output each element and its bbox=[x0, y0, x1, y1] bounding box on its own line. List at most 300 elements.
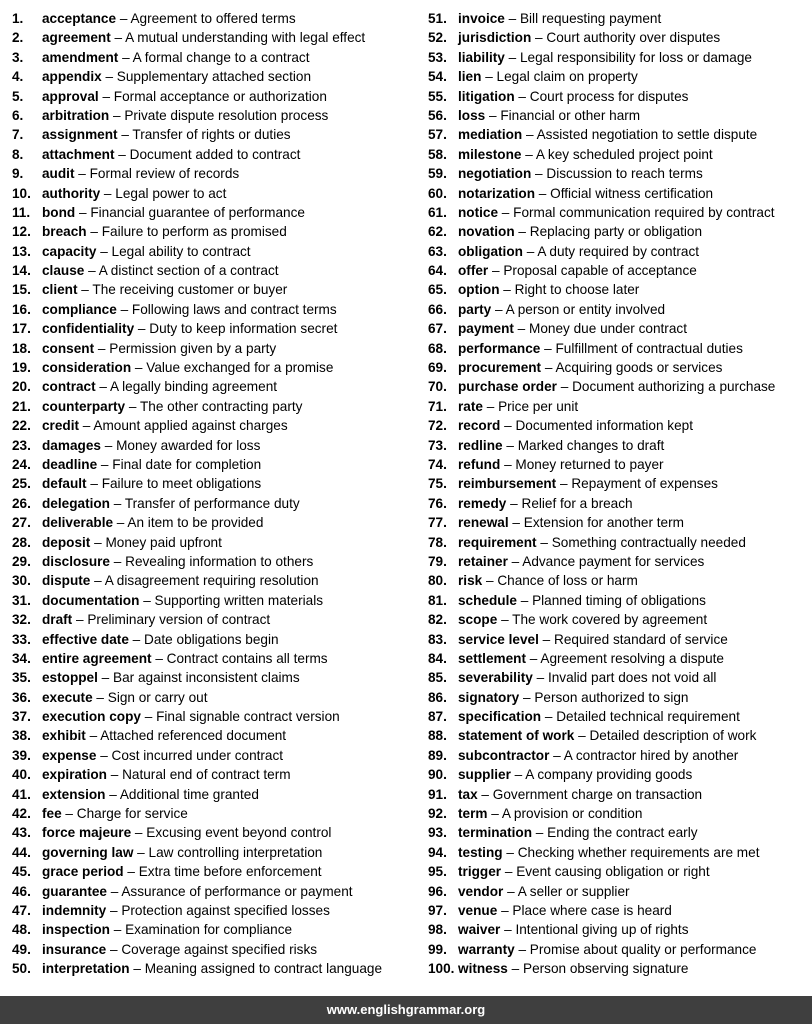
glossary-entry bbox=[12, 416, 414, 435]
entry-number: 11. bbox=[12, 204, 31, 220]
glossary-entry bbox=[428, 28, 812, 47]
entry-separator: – bbox=[506, 495, 522, 511]
entry-definition: Extra time before enforcement bbox=[138, 864, 322, 880]
entry-term: execute bbox=[42, 689, 93, 705]
glossary-entry bbox=[428, 106, 812, 125]
entry-definition: Person authorized to sign bbox=[534, 689, 689, 705]
entry-number: 45. bbox=[12, 864, 31, 880]
entry-definition: Contract contains all terms bbox=[166, 650, 328, 666]
entry-term: vendor bbox=[458, 883, 504, 899]
entry-separator: – bbox=[504, 49, 520, 65]
entry-term: retainer bbox=[458, 553, 508, 569]
entry-separator: – bbox=[106, 883, 122, 899]
entry-separator: – bbox=[84, 263, 99, 279]
entry-definition: Invalid part does not void all bbox=[547, 670, 717, 686]
entry-separator: – bbox=[61, 806, 77, 822]
entry-number: 97. bbox=[428, 902, 447, 918]
glossary-entry bbox=[428, 533, 812, 552]
entry-definition: Private dispute resolution process bbox=[124, 107, 329, 123]
entry-definition: Place where case is heard bbox=[512, 902, 672, 918]
entry-term: obligation bbox=[458, 243, 523, 259]
entry-term: execution copy bbox=[42, 709, 141, 725]
entry-number: 46. bbox=[12, 883, 31, 899]
entry-number: 94. bbox=[428, 844, 447, 860]
entry-definition: A company providing goods bbox=[525, 767, 693, 783]
entry-definition: Revealing information to others bbox=[125, 553, 314, 569]
entry-term: grace period bbox=[42, 864, 124, 880]
entry-number: 55. bbox=[428, 88, 447, 104]
entry-term: novation bbox=[458, 224, 515, 240]
entry-term: confidentiality bbox=[42, 321, 135, 337]
glossary-entry bbox=[428, 668, 812, 687]
entry-definition: Failure to perform as promised bbox=[101, 224, 287, 240]
glossary-entry bbox=[428, 785, 812, 804]
entry-definition: Court authority over disputes bbox=[546, 30, 721, 46]
entry-number: 51. bbox=[428, 11, 447, 26]
entry-separator: – bbox=[532, 825, 548, 841]
entry-term: inspection bbox=[42, 922, 110, 938]
entry-number: 53. bbox=[428, 49, 447, 65]
entry-term: requirement bbox=[458, 534, 537, 550]
entry-number: 84. bbox=[428, 650, 447, 666]
entry-separator: – bbox=[118, 49, 133, 65]
entry-term: damages bbox=[42, 437, 101, 453]
entry-number: 44. bbox=[12, 844, 31, 860]
entry-number: 8. bbox=[12, 146, 24, 162]
entry-definition: Agreement resolving a dispute bbox=[540, 650, 724, 666]
entry-term: acceptance bbox=[42, 11, 117, 26]
glossary-entry bbox=[12, 552, 414, 571]
glossary-entry bbox=[12, 87, 414, 106]
entry-term: specification bbox=[458, 709, 542, 725]
entry-term: fee bbox=[42, 806, 62, 822]
glossary-entry bbox=[12, 67, 414, 86]
entry-term: estoppel bbox=[42, 670, 98, 686]
entry-term: insurance bbox=[42, 941, 107, 957]
entry-definition: Discussion to reach terms bbox=[546, 166, 703, 182]
entry-term: waiver bbox=[458, 922, 501, 938]
entry-separator: – bbox=[531, 166, 547, 182]
entry-term: approval bbox=[42, 88, 99, 104]
glossary-entry bbox=[428, 436, 812, 455]
entry-number: 92. bbox=[428, 806, 447, 822]
entry-term: term bbox=[458, 806, 488, 822]
entry-definition: Financial or other harm bbox=[500, 107, 641, 123]
entry-separator: – bbox=[510, 767, 526, 783]
entry-separator: – bbox=[491, 301, 506, 317]
glossary-entry bbox=[428, 688, 812, 707]
glossary-entry bbox=[428, 940, 812, 959]
entry-separator: – bbox=[549, 747, 564, 763]
glossary-entry bbox=[12, 649, 414, 668]
entry-definition: Documented information kept bbox=[515, 418, 694, 434]
entry-term: purchase order bbox=[458, 379, 557, 395]
entry-definition: Promise about quality or performance bbox=[529, 941, 757, 957]
entry-definition: Transfer of rights or duties bbox=[132, 127, 291, 143]
glossary-entry bbox=[12, 668, 414, 687]
entry-term: service level bbox=[458, 631, 539, 647]
entry-separator: – bbox=[481, 69, 497, 85]
entry-definition: Government charge on transaction bbox=[492, 786, 703, 802]
glossary-entry bbox=[12, 591, 414, 610]
entry-separator: – bbox=[502, 844, 518, 860]
entry-definition: Ending the contract early bbox=[547, 825, 698, 841]
glossary-entry bbox=[428, 222, 812, 241]
entry-separator: – bbox=[109, 107, 125, 123]
entry-term: deadline bbox=[42, 456, 98, 472]
entry-separator: – bbox=[116, 11, 131, 26]
entry-term: termination bbox=[458, 825, 533, 841]
glossary-entry bbox=[428, 630, 812, 649]
entry-separator: – bbox=[86, 476, 102, 492]
entry-separator: – bbox=[96, 747, 112, 763]
entry-definition: Fulfillment of contractual duties bbox=[555, 340, 743, 356]
entry-term: statement of work bbox=[458, 728, 575, 744]
entry-separator: – bbox=[131, 825, 147, 841]
entry-term: consent bbox=[42, 340, 95, 356]
entry-number: 43. bbox=[12, 825, 31, 841]
glossary-entry bbox=[12, 785, 414, 804]
entry-definition: Legal claim on property bbox=[496, 69, 638, 85]
glossary-entry bbox=[12, 222, 414, 241]
entry-number: 34. bbox=[12, 650, 31, 666]
entry-separator: – bbox=[535, 185, 551, 201]
entry-number: 82. bbox=[428, 612, 447, 628]
entry-term: effective date bbox=[42, 631, 129, 647]
entry-number: 93. bbox=[428, 825, 447, 841]
entry-term: client bbox=[42, 282, 78, 298]
entry-definition: Advance payment for services bbox=[522, 553, 705, 569]
entry-separator: – bbox=[117, 127, 133, 143]
entry-number: 25. bbox=[12, 476, 31, 492]
entry-term: option bbox=[458, 282, 500, 298]
entry-number: 56. bbox=[428, 107, 447, 123]
entry-separator: – bbox=[90, 573, 105, 589]
entry-definition: Formal communication required by contract bbox=[513, 204, 775, 220]
entry-term: invoice bbox=[458, 11, 505, 26]
entry-separator: – bbox=[72, 612, 88, 628]
entry-term: payment bbox=[458, 321, 514, 337]
glossary-entry bbox=[12, 339, 414, 358]
glossary-entry bbox=[12, 804, 414, 823]
entry-separator: – bbox=[526, 650, 541, 666]
entry-separator: – bbox=[556, 379, 573, 395]
entry-term: exhibit bbox=[42, 728, 86, 744]
entry-separator: – bbox=[507, 553, 523, 569]
entry-separator: – bbox=[502, 437, 518, 453]
entry-definition: Amount applied against charges bbox=[93, 418, 288, 434]
glossary-column-left bbox=[12, 9, 414, 979]
entry-definition: A formal change to a contract bbox=[132, 49, 310, 65]
entry-definition: A legally binding agreement bbox=[110, 379, 278, 395]
entry-term: delegation bbox=[42, 495, 110, 511]
entry-separator: – bbox=[482, 573, 498, 589]
entry-separator: – bbox=[531, 30, 547, 46]
entry-number: 65. bbox=[428, 282, 447, 298]
glossary-entry bbox=[428, 571, 812, 590]
glossary-entry bbox=[428, 610, 812, 629]
entry-number: 15. bbox=[12, 282, 31, 298]
entry-term: scope bbox=[458, 612, 498, 628]
glossary-entry bbox=[428, 455, 812, 474]
entry-separator: – bbox=[77, 282, 93, 298]
entry-term: redline bbox=[458, 437, 503, 453]
glossary-entry bbox=[428, 552, 812, 571]
entry-definition: Additional time granted bbox=[119, 786, 259, 802]
entry-number: 18. bbox=[12, 340, 31, 356]
entry-separator: – bbox=[90, 534, 106, 550]
entry-definition: Assisted negotiation to settle dispute bbox=[536, 127, 758, 143]
entry-number: 12. bbox=[12, 224, 31, 240]
entry-term: warranty bbox=[458, 941, 515, 957]
entry-number: 74. bbox=[428, 456, 447, 472]
entry-term: documentation bbox=[42, 592, 140, 608]
glossary-entry bbox=[428, 184, 812, 203]
entry-number: 96. bbox=[428, 883, 447, 899]
entry-separator: – bbox=[106, 902, 122, 918]
entry-number: 70. bbox=[428, 379, 447, 395]
entry-definition: Person observing signature bbox=[523, 961, 689, 977]
glossary-entry bbox=[12, 533, 414, 552]
entry-number: 73. bbox=[428, 437, 447, 453]
entry-term: loss bbox=[458, 107, 486, 123]
glossary-entry bbox=[428, 494, 812, 513]
entry-definition: An item to be provided bbox=[127, 515, 264, 531]
entry-separator: – bbox=[114, 146, 130, 162]
entry-number: 62. bbox=[428, 224, 447, 240]
entry-number: 57. bbox=[428, 127, 447, 143]
entry-definition: Formal review of records bbox=[89, 166, 240, 182]
entry-number: 9. bbox=[12, 166, 24, 182]
entry-number: 61. bbox=[428, 204, 447, 220]
entry-number: 28. bbox=[12, 534, 31, 550]
entry-number: 86. bbox=[428, 689, 447, 705]
entry-separator: – bbox=[85, 728, 101, 744]
entry-definition: Court process for disputes bbox=[529, 88, 689, 104]
entry-definition: Relief for a breach bbox=[521, 495, 633, 511]
entry-separator: – bbox=[522, 243, 538, 259]
entry-number: 13. bbox=[12, 243, 31, 259]
entry-term: procurement bbox=[458, 360, 542, 376]
entry-definition: Transfer of performance duty bbox=[124, 495, 300, 511]
entry-term: negotiation bbox=[458, 166, 532, 182]
entry-separator: – bbox=[541, 360, 556, 376]
glossary-entry bbox=[12, 9, 414, 28]
entry-term: extension bbox=[42, 786, 106, 802]
glossary-entry bbox=[12, 901, 414, 920]
glossary-entry bbox=[428, 882, 812, 901]
entry-definition: Law controlling interpretation bbox=[148, 844, 323, 860]
entry-term: supplier bbox=[458, 767, 511, 783]
entry-number: 32. bbox=[12, 612, 31, 628]
entry-number: 63. bbox=[428, 243, 447, 259]
entry-definition: Final signable contract version bbox=[156, 709, 340, 725]
entry-separator: – bbox=[92, 689, 108, 705]
glossary-entry bbox=[12, 513, 414, 532]
entry-term: trigger bbox=[458, 864, 502, 880]
entry-definition: Price per unit bbox=[498, 398, 579, 414]
glossary-entry bbox=[428, 649, 812, 668]
entry-term: mediation bbox=[458, 127, 523, 143]
entry-definition: Chance of loss or harm bbox=[497, 573, 638, 589]
entry-number: 16. bbox=[12, 301, 31, 317]
entry-definition: Document authorizing a purchase bbox=[572, 379, 776, 395]
entry-separator: – bbox=[139, 592, 155, 608]
entry-separator: – bbox=[532, 670, 548, 686]
glossary-entry bbox=[428, 9, 812, 28]
glossary-entry bbox=[428, 203, 812, 222]
entry-definition: Excusing event beyond control bbox=[146, 825, 332, 841]
entry-separator: – bbox=[499, 282, 515, 298]
entry-number: 39. bbox=[12, 747, 31, 763]
glossary-entry bbox=[12, 959, 414, 978]
entry-term: amendment bbox=[42, 49, 119, 65]
entry-separator: – bbox=[95, 379, 111, 395]
entry-number: 71. bbox=[428, 398, 447, 414]
entry-number: 36. bbox=[12, 689, 31, 705]
glossary bbox=[0, 9, 812, 989]
glossary-entry bbox=[12, 746, 414, 765]
glossary-entry bbox=[428, 416, 812, 435]
entry-term: assignment bbox=[42, 127, 118, 143]
entry-definition: Cost incurred under contract bbox=[111, 747, 284, 763]
entry-number: 26. bbox=[12, 495, 31, 511]
entry-separator: – bbox=[536, 534, 552, 550]
entry-number: 76. bbox=[428, 495, 447, 511]
entry-separator: – bbox=[125, 398, 140, 414]
glossary-entry bbox=[428, 164, 812, 183]
entry-definition: Required standard of service bbox=[554, 631, 728, 647]
entry-term: tax bbox=[458, 786, 478, 802]
entry-number: 1. bbox=[12, 11, 24, 26]
entry-term: performance bbox=[458, 340, 541, 356]
entry-term: litigation bbox=[458, 88, 515, 104]
entry-number: 41. bbox=[12, 786, 31, 802]
entry-separator: – bbox=[96, 243, 112, 259]
entry-term: counterparty bbox=[42, 398, 126, 414]
entry-number: 87. bbox=[428, 709, 447, 725]
entry-definition: Official witness certification bbox=[550, 185, 714, 201]
glossary-entry bbox=[428, 726, 812, 745]
glossary-entry bbox=[12, 358, 414, 377]
entry-term: severability bbox=[458, 670, 533, 686]
glossary-entry bbox=[428, 48, 812, 67]
entry-definition: Money paid upfront bbox=[105, 534, 222, 550]
entry-number: 4. bbox=[12, 69, 24, 85]
entry-number: 79. bbox=[428, 553, 447, 569]
entry-term: rate bbox=[458, 398, 483, 414]
entry-definition: A duty required by contract bbox=[537, 243, 700, 259]
entry-separator: – bbox=[74, 166, 90, 182]
glossary-entry bbox=[428, 358, 812, 377]
glossary-entry bbox=[428, 280, 812, 299]
entry-number: 59. bbox=[428, 166, 447, 182]
entry-separator: – bbox=[105, 786, 120, 802]
entry-separator: – bbox=[556, 476, 572, 492]
entry-number: 21. bbox=[12, 398, 31, 414]
entry-term: attachment bbox=[42, 146, 115, 162]
entry-number: 89. bbox=[428, 747, 447, 763]
entry-definition: Supplementary attached section bbox=[116, 69, 312, 85]
entry-separator: – bbox=[516, 592, 533, 608]
entry-separator: – bbox=[79, 418, 94, 434]
entry-separator: – bbox=[128, 631, 145, 647]
entry-definition: Meaning assigned to contract language bbox=[144, 961, 383, 977]
entry-term: party bbox=[458, 301, 492, 317]
entry-number: 22. bbox=[12, 418, 31, 434]
footer-bar bbox=[0, 996, 812, 1024]
entry-separator: – bbox=[519, 689, 535, 705]
glossary-entry bbox=[428, 300, 812, 319]
entry-separator: – bbox=[482, 398, 499, 414]
glossary-entry bbox=[12, 882, 414, 901]
glossary-entry bbox=[12, 726, 414, 745]
entry-separator: – bbox=[522, 127, 537, 143]
glossary-entry bbox=[428, 843, 812, 862]
entry-term: dispute bbox=[42, 573, 91, 589]
entry-term: draft bbox=[42, 612, 73, 628]
entry-separator: – bbox=[75, 204, 91, 220]
entry-term: agreement bbox=[42, 30, 111, 46]
entry-term: notice bbox=[458, 204, 499, 220]
entry-number: 66. bbox=[428, 301, 447, 317]
entry-number: 30. bbox=[12, 573, 31, 589]
entry-separator: – bbox=[101, 69, 117, 85]
entry-separator: – bbox=[100, 185, 116, 201]
entry-term: force majeure bbox=[42, 825, 132, 841]
footer-url: www.englishgrammar.org bbox=[326, 1002, 486, 1017]
entry-definition: Natural end of contract term bbox=[122, 767, 291, 783]
entry-definition: Permission given by a party bbox=[109, 340, 277, 356]
glossary-entry bbox=[12, 571, 414, 590]
glossary-entry bbox=[428, 87, 812, 106]
entry-term: remedy bbox=[458, 495, 507, 511]
glossary-entry bbox=[428, 242, 812, 261]
entry-term: authority bbox=[42, 185, 101, 201]
entry-term: refund bbox=[458, 456, 501, 472]
entry-number: 49. bbox=[12, 941, 31, 957]
entry-number: 77. bbox=[428, 515, 447, 531]
entry-definition: Attached referenced document bbox=[100, 728, 287, 744]
glossary-entry bbox=[428, 746, 812, 765]
glossary-entry bbox=[12, 630, 414, 649]
entry-definition: Failure to meet obligations bbox=[101, 476, 262, 492]
glossary-entry bbox=[12, 436, 414, 455]
entry-separator: – bbox=[86, 224, 102, 240]
entry-definition: Legal power to act bbox=[115, 185, 227, 201]
entry-separator: – bbox=[541, 709, 557, 725]
entry-term: testing bbox=[458, 844, 503, 860]
glossary-entry bbox=[12, 300, 414, 319]
glossary-entry bbox=[12, 184, 414, 203]
entry-definition: A seller or supplier bbox=[517, 883, 630, 899]
glossary-entry bbox=[12, 319, 414, 338]
entry-definition: Detailed technical requirement bbox=[556, 709, 740, 725]
entry-separator: – bbox=[500, 922, 516, 938]
glossary-column-right bbox=[428, 9, 812, 979]
entry-separator: – bbox=[94, 340, 110, 356]
entry-number: 19. bbox=[12, 360, 31, 376]
entry-definition: Examination for compliance bbox=[125, 922, 293, 938]
entry-term: consideration bbox=[42, 360, 132, 376]
glossary-entry bbox=[428, 397, 812, 416]
entry-term: breach bbox=[42, 224, 87, 240]
entry-definition: A key scheduled project point bbox=[535, 146, 713, 162]
entry-number: 35. bbox=[12, 670, 31, 686]
entry-term: bond bbox=[42, 204, 76, 220]
entry-separator: – bbox=[109, 495, 125, 511]
entry-definition: Replacing party or obligation bbox=[529, 224, 703, 240]
